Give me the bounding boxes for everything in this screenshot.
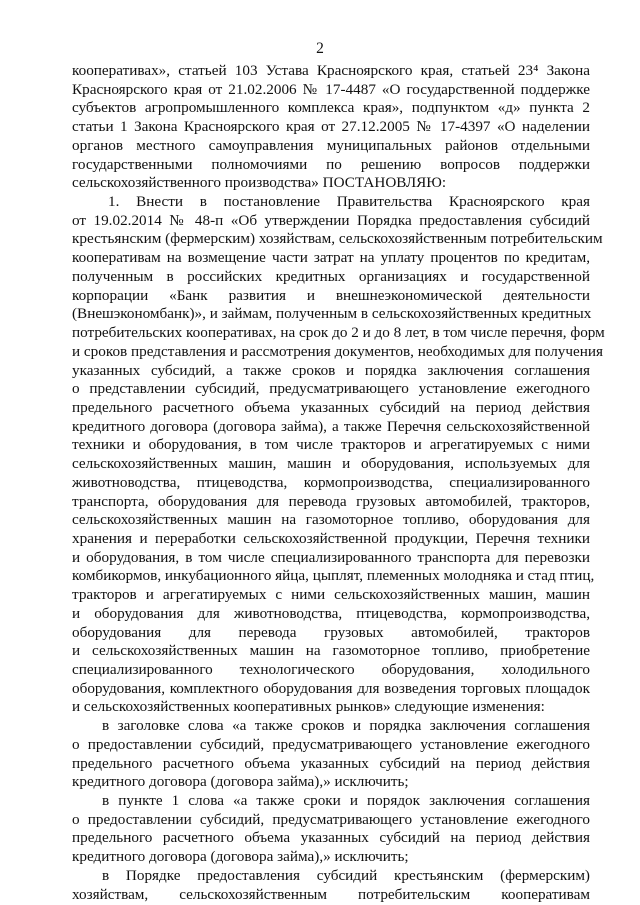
text-line: статьи 1 Закона Красноярского края от 27.12.2005 № 17-4397 «О наделении	[72, 118, 590, 136]
text-line: кооперативам на возмещение части затрат на уплату процентов по кредитам,	[72, 249, 590, 267]
text-line: техники и оборудования, в том числе тракторов и агрегатируемых с ними	[72, 436, 590, 454]
text-line: сельскохозяйственного производства» ПОСТАНОВЛЯЮ:	[72, 174, 447, 192]
text-line: в заголовке слова «а также сроков и порядка заключения соглашения	[102, 717, 590, 735]
text-line: специализированного технологического оборудования, холодильного	[72, 661, 590, 678]
text-line: транспорта, оборудования для перевода грузовых автомобилей, тракторов,	[72, 492, 590, 510]
text-line: корпорации «Банк развития и внешнеэкономической деятельности	[72, 286, 590, 304]
text-line: и сельскохозяйственных машин на газомоторное топливо, приобретение	[72, 642, 590, 660]
text-line: органов местного самоуправления муниципальных районов отдельными	[72, 136, 590, 154]
text-line: животноводства, птицеводства, кормопроизводства, специализированного	[72, 473, 590, 491]
text-line: полученным в российских кредитных организациях и государственной	[72, 267, 590, 285]
document-body	[72, 62, 605, 904]
text-line: и оборудования для животноводства, птицеводства, кормопроизводства,	[72, 604, 590, 622]
text-line: субъектов агропромышленного комплекса края», подпунктом «д» пункта 2	[72, 99, 590, 117]
text-line: крестьянским (фермерским) хозяйствам, сельскохозяйственным потребительским	[72, 230, 603, 248]
text-line: предельного расчетного объема указанных субсидий на период действия	[72, 829, 590, 847]
text-line: комбикормов, инкубационного яйца, цыплят, племенных молодняка и стад птиц,	[72, 567, 595, 585]
text-line: в Порядке предоставления субсидий крестьянским (фермерским)	[102, 866, 590, 884]
text-line: оборудования для перевода грузовых автомобилей, тракторов	[72, 623, 590, 641]
text-line: и сельскохозяйственных кооперативных рынков» следующие изменения:	[72, 698, 545, 716]
text-line: кредитного договора (договора займа),» исключить;	[72, 848, 409, 866]
text-line: предельного расчетного объема указанных субсидий на период действия	[72, 398, 590, 416]
text-line: сельскохозяйственных машин, машин и оборудования, используемых для	[72, 455, 590, 473]
text-line: о предоставлении субсидий, предусматривающего установление ежегодного	[72, 735, 590, 753]
text-line: Красноярского края от 21.02.2006 № 17-4487 «О государственной поддержке	[72, 80, 590, 98]
text-line: и сроков представления и рассмотрения документов, необходимых для получения	[72, 342, 603, 360]
page-number: 2	[316, 40, 324, 57]
text-line: государственными полномочиями по решению вопросов поддержки	[72, 155, 590, 173]
text-line: от 19.02.2014 № 48-п «Об утверждении Порядка предоставления субсидий	[72, 211, 590, 229]
text-line: оборудования, комплектного оборудования для возведения торговых площадок	[72, 679, 590, 697]
text-line: хозяйствам, сельскохозяйственным потребительским кооперативам	[72, 885, 590, 903]
text-line: потребительских кооперативах, на срок до 2 и до 8 лет, в том числе перечня, форм	[72, 324, 605, 342]
text-line: кредитного договора (договора займа), а также Перечня сельскохозяйственной	[72, 417, 590, 435]
text-line: предельного расчетного объема указанных субсидий на период действия	[72, 754, 590, 772]
text-line: тракторов и агрегатируемых с ними сельскохозяйственных машин, машин	[72, 586, 590, 604]
text-line: о предоставлении субсидий, предусматривающего установление ежегодного	[72, 810, 590, 828]
text-line: (Внешэкономбанк)», и займам, полученным в сельскохозяйственных кредитных	[72, 305, 592, 323]
text-line: указанных субсидий, а также сроков и порядка заключения соглашения	[72, 361, 590, 379]
text-line: сельскохозяйственных машин на газомоторное топливо, оборудования для	[72, 511, 590, 529]
text-line: хранения и переработки сельскохозяйственной продукции, Перечня техники	[72, 529, 590, 547]
text-line: кооперативах», статьей 103 Устава Красноярского края, статьей 23⁴ Закона	[72, 62, 590, 79]
text-line: и оборудования, в том числе специализированного транспорта для перевозки	[72, 548, 590, 566]
text-line: в пункте 1 слова «а также сроки и порядок заключения соглашения	[102, 792, 590, 810]
text-line: о представлении субсидий, предусматривающего установление ежегодного	[72, 380, 590, 398]
text-line: 1. Внести в постановление Правительства Красноярского края	[108, 193, 590, 211]
text-line: кредитного договора (договора займа),» исключить;	[72, 773, 409, 791]
